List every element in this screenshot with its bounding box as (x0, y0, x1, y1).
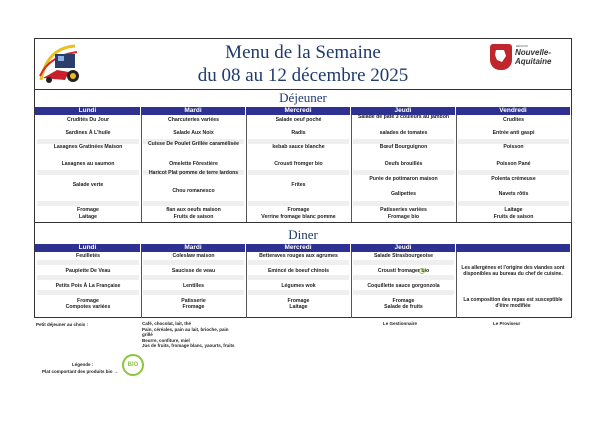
diner-item: Fromage Compotes variées (65, 298, 111, 311)
region-lion-icon (490, 44, 512, 70)
menu-item: Salade Aux Noix (173, 130, 214, 136)
diner-item: Saucisse de veau (171, 268, 216, 274)
row-gap (143, 201, 244, 206)
row-gap (248, 275, 349, 280)
menu-item: Fruits de saison (173, 214, 214, 220)
row-gap (37, 290, 139, 295)
breakfast-label: Petit déjeuner au choix : (36, 322, 89, 327)
diner-day-header-1: Mardi (141, 244, 246, 252)
menu-item: Polenta crémeuse (491, 176, 536, 182)
bio-badge-text: BIO (127, 362, 139, 368)
menu-item: Fruits de saison (493, 214, 534, 220)
bio-marker-icon (419, 268, 425, 274)
menu-item: Laitage (504, 207, 523, 213)
row-gap (353, 260, 454, 265)
row-gap (37, 260, 139, 265)
menu-item: flan aux oeufs maison (166, 207, 221, 213)
composition-note: La composition des repas est susceptible d'être modifiée (463, 297, 563, 310)
region-name (515, 48, 551, 66)
menu-item: Patisseries variées (380, 207, 427, 213)
row-gap (458, 170, 569, 175)
menu-item: Chou romanesco (172, 188, 215, 194)
bio-badge-icon (122, 354, 144, 376)
diner-day-header-4 (456, 244, 571, 252)
row-gap (37, 201, 139, 206)
row-gap (143, 290, 244, 295)
row-gap (37, 275, 139, 280)
diner-item: Salade Strasbourgeoise (373, 253, 434, 259)
menu-item: Oeufs brouillés (384, 161, 423, 167)
diner-item: Coquillette sauce gorgonzola (367, 283, 440, 289)
legend-label: Légende : (72, 362, 94, 367)
menu-item: Salade verte (72, 182, 104, 188)
breakfast-list (142, 321, 242, 349)
diner-item: Coleslaw maison (172, 253, 215, 259)
menu-item: Crousti fromger bio (274, 161, 323, 167)
menu-item: Lasagnes Gratinées Maison (53, 144, 123, 150)
diner-item: Feuilletés (76, 253, 100, 259)
menu-item: Crudités Du Jour (66, 117, 110, 123)
breakfast-line: Jus de fruits, fromage blanc, yaourts, fruits (142, 343, 235, 349)
breakfast-line: Beurre, confiture, miel (142, 337, 190, 343)
region-name-line1: Nouvelle- (515, 48, 552, 57)
diner-item: Patisserie Fromage (181, 298, 206, 311)
menu-item: Navets rôtis (498, 191, 529, 197)
section-divider (35, 222, 571, 223)
signature-proviseur: Le Proviseur (493, 321, 521, 326)
menu-item: Radis (291, 130, 306, 136)
day-header-1: Mardi (141, 107, 246, 115)
row-gap (353, 290, 454, 295)
diner-item: Fromage Salade de fruits (384, 298, 423, 311)
menu-item: kebab sauce blanche (272, 144, 325, 150)
row-gap (353, 201, 454, 206)
row-gap (143, 260, 244, 265)
diner-item: Légumes wok (281, 283, 316, 289)
dejeuner-title: Déjeuner (35, 90, 571, 108)
region-logo (490, 44, 570, 72)
menu-item: Bœuf Bourguignon (379, 144, 428, 150)
row-gap (458, 201, 569, 206)
menu-item: Galipettes (390, 191, 417, 197)
signature-gestionnaire: Le Gestionnaire (383, 321, 418, 326)
menu-item: Poisson Pané (496, 161, 531, 167)
menu-item: Frites (291, 182, 306, 188)
row-gap (248, 170, 349, 175)
menu-item: salades de tomates (379, 130, 428, 136)
row-gap (143, 275, 244, 280)
title-block (35, 39, 571, 90)
diner-item: Emincé de boeuf chinois (267, 268, 330, 274)
day-header-0: Lundi (35, 107, 141, 115)
menu-item: Omelette Fôrestière (169, 161, 218, 167)
diner-item: Lentilles (182, 283, 205, 289)
menu-item: Fromage bio (387, 214, 420, 220)
diner-day-header-0: Lundi (35, 244, 141, 252)
menu-item: Salade oeuf poché (275, 117, 322, 123)
menu-item: Salade de pate 3 couleurs au jambon (357, 114, 450, 120)
menu-item: Cuisse De Poulet Grillée caramélisée (147, 141, 240, 147)
menu-frame (34, 38, 572, 318)
row-gap (353, 275, 454, 280)
title-line-1: Menu de la Semaine (225, 42, 381, 63)
row-gap (248, 260, 349, 265)
region-name-line2: Aquitaine (515, 57, 552, 66)
diner-title: Diner (288, 227, 318, 242)
diner-item: Paupiette De Veau (65, 268, 111, 274)
menu-item: Haricot Plat pomme de terre lardons (148, 170, 239, 176)
diner-item: Crousti fromager bio (377, 268, 430, 274)
region-small-label: RÉGION (516, 44, 528, 48)
row-gap (248, 201, 349, 206)
menu-item: Fromage (287, 207, 310, 213)
menu-item: Lasagnes au saumon (61, 161, 115, 167)
menu-item: Purée de potimaron maison (369, 176, 438, 182)
title-line-2: du 08 au 12 décembre 2025 (197, 65, 409, 86)
menu-item: Laitage (78, 214, 98, 220)
menu-item: Fromage (77, 207, 99, 213)
diner-item: Fromage Laitage (287, 298, 310, 311)
day-header-2: Mercredi (246, 107, 351, 115)
day-header-3: Jeudi (351, 107, 456, 115)
breakfast-line: Café, chocolat, lait, thé (142, 321, 192, 326)
row-gap (353, 170, 454, 175)
menu-item: Poisson (503, 144, 524, 150)
diner-day-header-3: Jeudi (351, 244, 456, 252)
breakfast-line: grillé (142, 332, 153, 338)
day-header-4: Vendredi (456, 107, 571, 115)
menu-item: Entrée anti gaspi (492, 130, 535, 136)
breakfast-line: Pain, céréales, pain au lait, brioche, pain (142, 326, 229, 332)
menu-item: Sardines À L'huile (65, 130, 111, 136)
diner-day-header-2: Mercredi (246, 244, 351, 252)
menu-item: Verrine fromage blanc pomme (261, 214, 336, 220)
menu-item: Charcuteries variées (167, 117, 220, 123)
legend-item: Plat comportant des produits bio → (42, 369, 119, 374)
diner-item: Betteraves rouges aux agrumes (259, 253, 338, 259)
menu-item: Crudites (502, 117, 525, 123)
row-gap (248, 290, 349, 295)
row-gap (37, 170, 139, 175)
diner-item: Petits Pois À La Française (55, 283, 121, 289)
allergens-note: Les allergènes et l'origine des viandes sont disponibles au bureau du chef de cuisine. (461, 265, 565, 278)
